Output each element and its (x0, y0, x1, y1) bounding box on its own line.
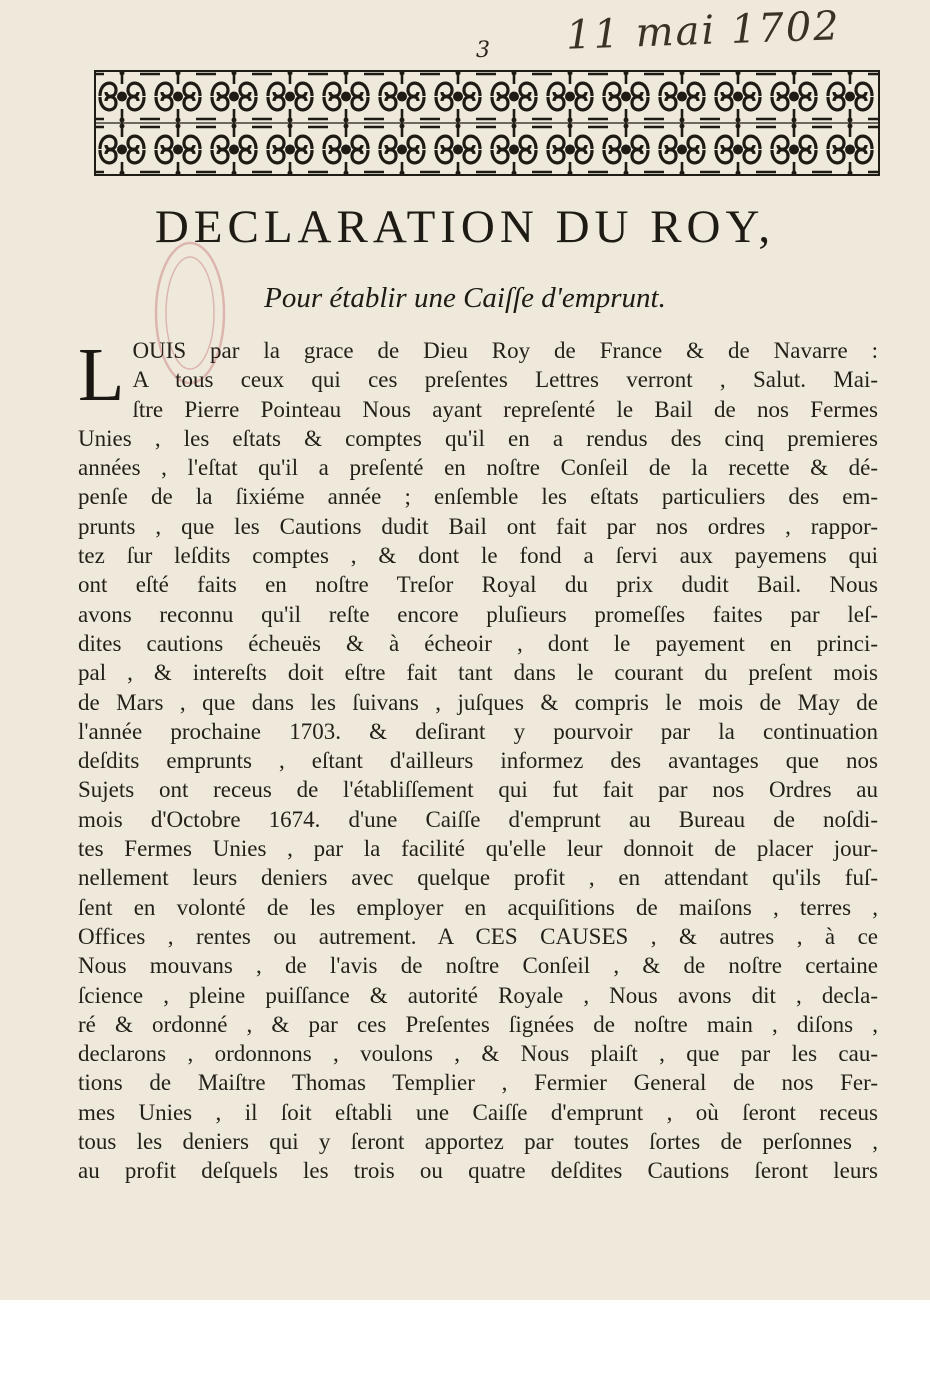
body-line: de Mars , que dans les ſuivans , juſques & compris le mois de May de (78, 689, 878, 715)
body-line: Sujets ont receus de l'établiſſement qui fut fait par nos Ordres au (78, 777, 878, 803)
body-line: tions de Maiſtre Thomas Templier , Fermier General de nos Fer- (78, 1070, 878, 1096)
document-title: DECLARATION DU ROY, (154, 201, 776, 253)
handwritten-date-annotation: 11 mai 1702 (565, 3, 842, 59)
body-line: Offices , rentes ou autrement. A CES CAUSES , & autres , à ce (78, 923, 878, 949)
body-line: deſdits emprunts , eſtant d'ailleurs informez des avantages que nos (78, 748, 878, 774)
ornamental-headpiece (94, 70, 880, 176)
body-line: l'année prochaine 1703. & deſirant y pourvoir par la continuation (78, 718, 878, 744)
drop-capital: L (78, 333, 125, 417)
body-line: tous les deniers qui y ſeront apportez par toutes ſortes de perſonnes , (78, 1129, 878, 1155)
body-line: ſtre Pierre Pointeau Nous ayant repreſenté le Bail de nos Fermes (132, 396, 878, 422)
body-line: avons reconnu qu'il reſte encore pluſieurs promeſſes faites par leſ- (78, 601, 878, 627)
body-line: années , l'eſtat qu'il a preſenté en noſtre Conſeil de la recette & dé- (78, 455, 878, 481)
body-line: Nous mouvans , de l'avis de noſtre Conſeil , & de noſtre certaine (78, 953, 878, 979)
body-line: pal , & intereſts doit eſtre fait tant dans le courant du preſent mois (78, 660, 878, 686)
page-number: 3 (476, 38, 490, 63)
body-line: ré & ordonné , & par ces Preſentes ſignées de noſtre main , diſons , (78, 1011, 878, 1037)
body-line: mes Unies , il ſoit eſtabli une Caiſſe d'emprunt , où ſeront receus (78, 1099, 878, 1125)
body-line: ont eſté faits en noſtre Treſor Royal du prix dudit Bail. Nous (78, 572, 878, 598)
body-line: dites cautions écheuës & à écheoir , dont le payement en princi- (78, 630, 878, 656)
body-line: Unies , les eſtats & comptes qu'il en a rendus des cinq premieres (78, 425, 878, 451)
document-subtitle: Pour établir une Caiſſe d'emprunt. (264, 282, 666, 314)
body-line: tes Fermes Unies , par la facilité qu'elle leur donnoit de placer jour- (78, 836, 878, 862)
body-line: mois d'Octobre 1674. d'une Caiſſe d'emprunt au Bureau de noſdi- (78, 806, 878, 832)
body-line: A tous ceux qui ces preſentes Lettres verront , Salut. Mai- (132, 367, 878, 393)
body-line: ſent en volonté de les employer en acquiſitions de maiſons , terres , (78, 894, 878, 920)
body-line: OUIS par la grace de Dieu Roy de France & de Navarre : (132, 338, 878, 363)
body-line: au profit deſquels les trois ou quatre deſdites Cautions ſeront leurs (78, 1158, 878, 1184)
body-line: declarons , ordonnons , voulons , & Nous plaiſt , que par les cau- (78, 1041, 878, 1067)
declaration-body (78, 333, 878, 1186)
body-line: ſcience , pleine puiſſance & autorité Royale , Nous avons dit , decla- (78, 982, 878, 1008)
body-line: prunts , que les Cautions dudit Bail ont fait par nos ordres , rappor- (78, 513, 878, 539)
body-line: penſe de la ſixiéme année ; enſemble les eſtats particuliers des em- (78, 484, 878, 510)
body-line: nellement leurs deniers avec quelque profit , en attendant qu'ils fuſ- (78, 865, 878, 891)
body-line: tez ſur leſdits comptes , & dont le fond a ſervi aux payemens qui (78, 543, 878, 569)
